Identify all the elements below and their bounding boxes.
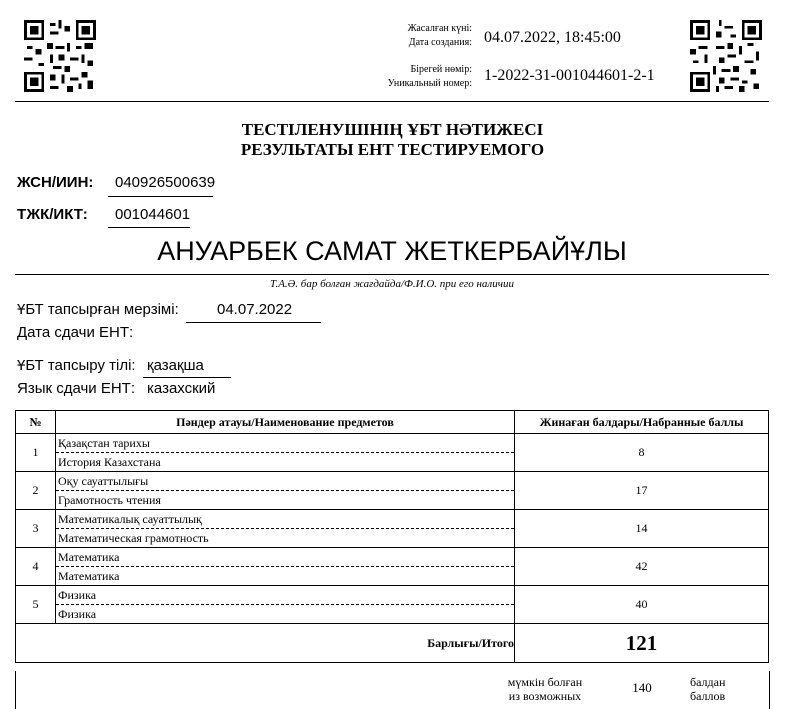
table-row bbox=[16, 472, 769, 510]
table-row bbox=[16, 434, 769, 472]
total-row bbox=[16, 624, 769, 663]
created-label-kz: Жасалған күні: bbox=[407, 23, 472, 34]
unique-value: 1-2022-31-001044601-2-1 bbox=[484, 67, 655, 84]
exam-lang-label-kz: ҰБТ тапсыру тілі: bbox=[17, 357, 136, 374]
unique-label-ru: Уникальный номер: bbox=[387, 78, 472, 89]
row-score: 8 bbox=[515, 434, 769, 472]
exam-lang-value-kz: қазақша bbox=[147, 357, 204, 374]
subject-kz: Физика bbox=[56, 586, 514, 605]
table-row bbox=[16, 510, 769, 548]
iin-underline bbox=[108, 196, 213, 197]
row-num: 2 bbox=[16, 472, 56, 510]
total-value: 121 bbox=[515, 624, 769, 663]
qr-code-icon bbox=[24, 20, 96, 92]
subject-kz: Математикалық сауаттылық bbox=[56, 510, 514, 529]
subject-ru: Математика bbox=[58, 569, 120, 583]
title-kz: ТЕСТІЛЕНУШІНІҢ ҰБТ НӘТИЖЕСІ bbox=[241, 120, 544, 139]
row-score: 17 bbox=[515, 472, 769, 510]
subject-ru: Грамотность чтения bbox=[58, 493, 161, 507]
subject-kz: Математика bbox=[56, 548, 514, 567]
exam-date-value: 04.07.2022 bbox=[217, 301, 293, 318]
col-score-header: Жинаған балдары/Набранные баллы bbox=[515, 411, 769, 434]
possible-post-ru: баллов bbox=[690, 689, 726, 703]
possible-value: 140 bbox=[632, 680, 652, 695]
row-num: 5 bbox=[16, 586, 56, 624]
unique-label-kz: Бірегей нөмір: bbox=[410, 64, 472, 75]
created-value: 04.07.2022, 18:45:00 bbox=[484, 29, 621, 46]
row-num: 1 bbox=[16, 434, 56, 472]
row-num: 3 bbox=[16, 510, 56, 548]
created-label-ru: Дата создания: bbox=[408, 37, 472, 48]
exam-date-label-ru: Дата сдачи ЕНТ: bbox=[17, 324, 134, 341]
exam-lang-value-ru: казахский bbox=[147, 380, 216, 397]
full-name: АНУАРБЕК САМАТ ЖЕТКЕРБАЙҰЛЫ bbox=[157, 236, 627, 266]
row-score: 42 bbox=[515, 548, 769, 586]
table-row bbox=[16, 548, 769, 586]
exam-lang-underline bbox=[143, 377, 231, 378]
qr-code-icon bbox=[690, 20, 762, 92]
ikt-label: ТЖК/ИКТ: bbox=[17, 206, 88, 223]
subject-ru: История Казахстана bbox=[58, 455, 161, 469]
row-score: 14 bbox=[515, 510, 769, 548]
ikt-value: 001044601 bbox=[115, 206, 191, 223]
subject-kz: Қазақстан тарихы bbox=[56, 434, 514, 453]
iin-label: ЖСН/ИИН: bbox=[17, 174, 94, 191]
iin-value: 040926500639 bbox=[115, 174, 216, 191]
table-row bbox=[16, 586, 769, 624]
row-num: 4 bbox=[16, 548, 56, 586]
possible-pre-kz: мүмкін болған bbox=[507, 675, 583, 689]
exam-lang-label-ru: Язык сдачи ЕНТ: bbox=[17, 380, 136, 397]
col-subject-header: Пәндер атауы/Наименование предметов bbox=[56, 411, 515, 434]
row-score: 40 bbox=[515, 586, 769, 624]
title-ru: РЕЗУЛЬТАТЫ ЕНТ ТЕСТИРУЕМОГО bbox=[240, 140, 545, 159]
subject-kz: Оқу сауаттылығы bbox=[56, 472, 514, 491]
table-header-row bbox=[16, 411, 769, 434]
subject-ru: Математическая грамотность bbox=[58, 531, 209, 545]
name-divider bbox=[15, 274, 769, 275]
name-caption: Т.А.Ә. бар болған жағдайда/Ф.И.О. при его наличии bbox=[270, 278, 514, 290]
possible-post-kz: балдан bbox=[690, 675, 726, 689]
col-num-header: № bbox=[16, 411, 56, 434]
exam-date-underline bbox=[186, 322, 321, 323]
possible-pre-ru: из возможных bbox=[508, 689, 582, 703]
total-label: Барлығы/Итого bbox=[16, 624, 515, 663]
results-table bbox=[15, 410, 769, 663]
exam-date-label-kz: ҰБТ тапсырған мерзімі: bbox=[17, 301, 179, 318]
ikt-underline bbox=[108, 227, 190, 228]
header-divider bbox=[15, 101, 769, 102]
subject-ru: Физика bbox=[58, 607, 97, 621]
